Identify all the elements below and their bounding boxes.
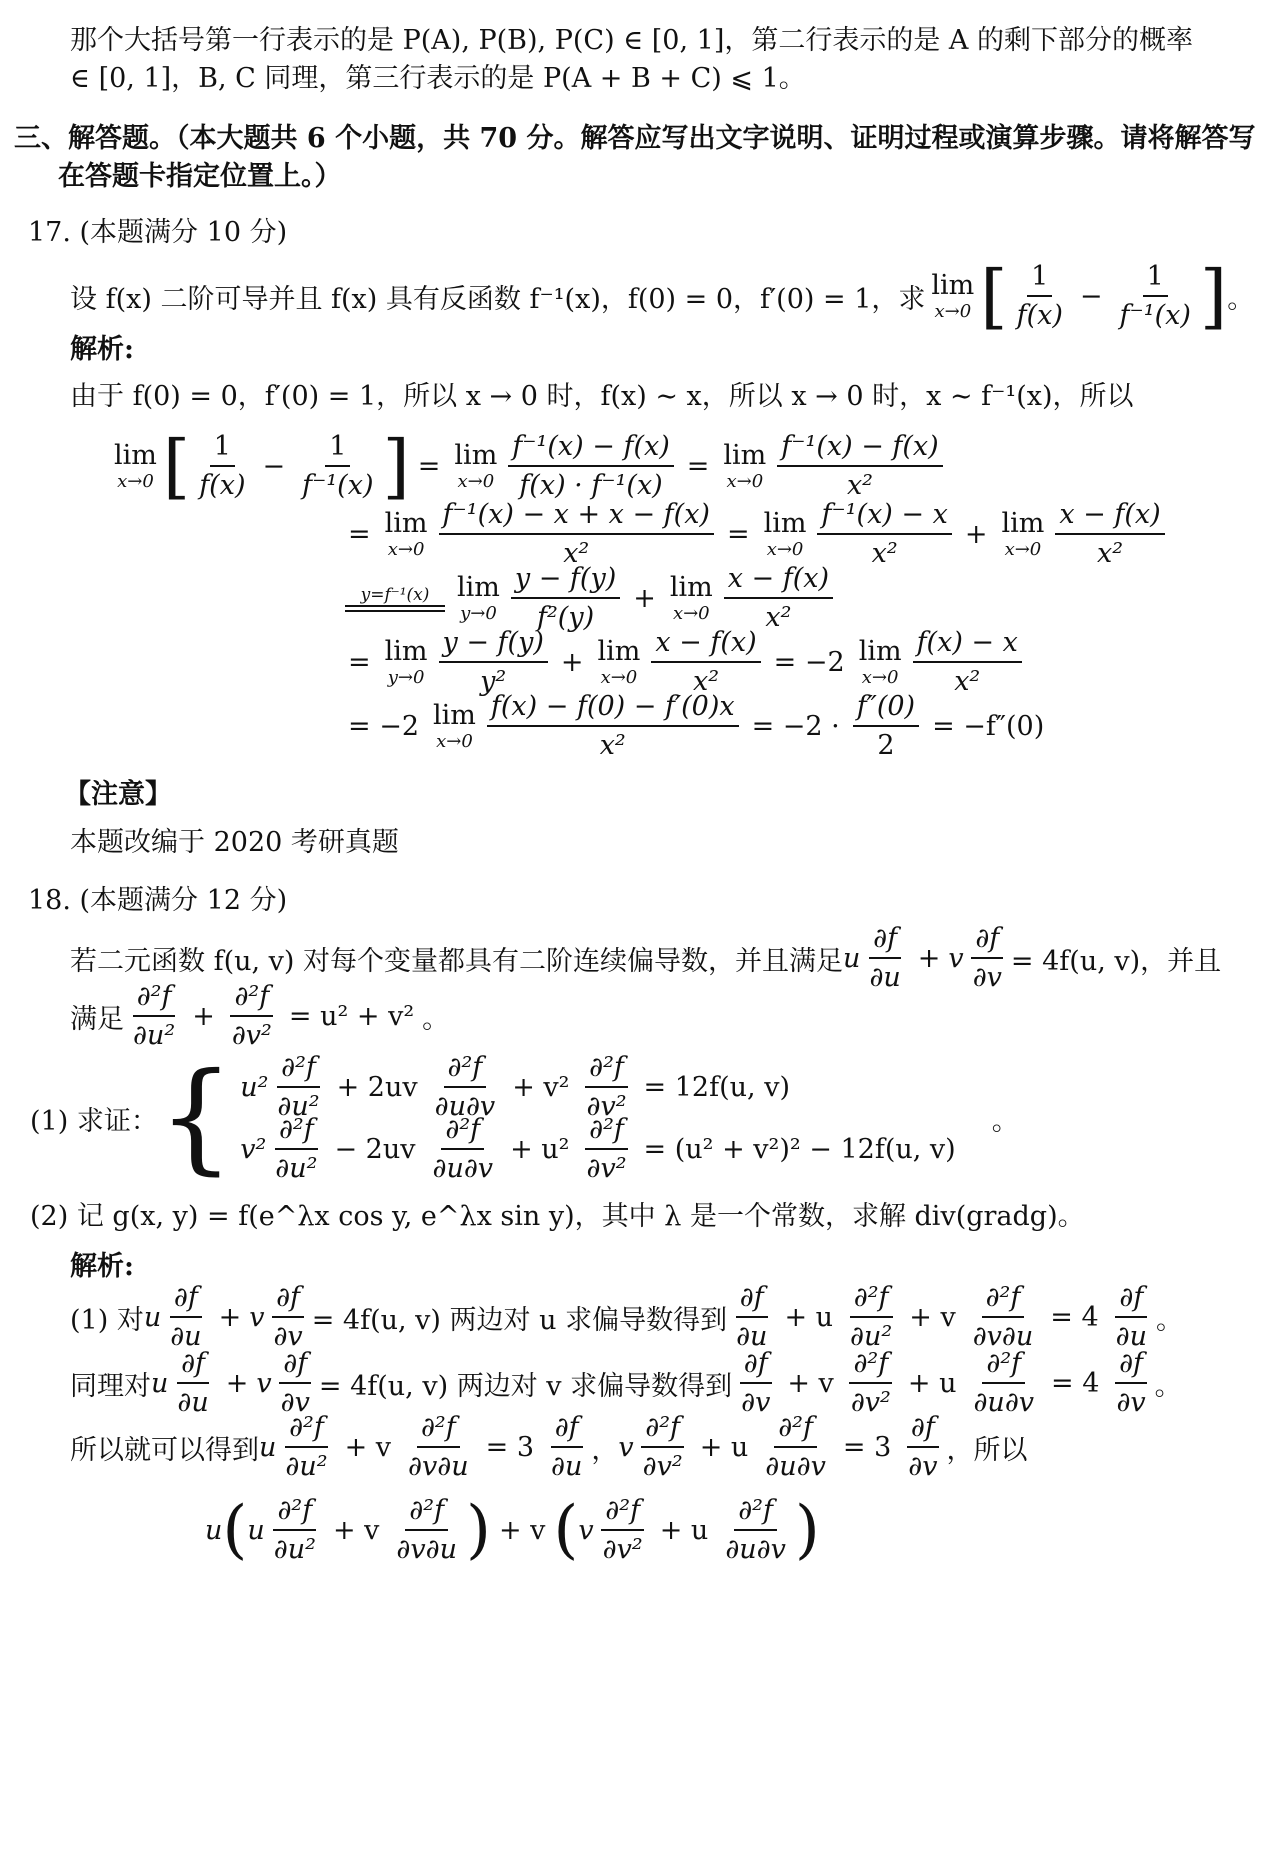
question-17-header: 17. (本题满分 10 分) xyxy=(28,217,288,248)
note-text: 本题改编于 2020 考研真题 xyxy=(70,827,399,858)
question-text: 设 f(x) 二阶可导并且 f(x) 具有反函数 f⁻¹(x)，f(0) = 0，f′(0) = 1，求 xyxy=(70,283,926,315)
text-line: 那个大括号第一行表示的是 P(A), P(B), P(C) ∈ [0, 1]，第二行表示的是 A 的剩下部分的概率 xyxy=(70,25,1194,56)
equation-row: = lim x→0 $\frac{\text{f⁻¹(x) − x + x − f(x)}}{\text{x²}}$ = lim x→0 $\frac{\text{f⁻¹(x) − x}}{\text{x²}}$ + lim x→0 $\frac{x - f(x)}{\text{x²}}$ xyxy=(340,502,1170,566)
equation-row: lim x→0 [ $\frac{1}{f(x)}$ − $\frac{1}{\text{f⁻¹(x)}}$ ] = lim x→0 $\frac{\text{f⁻¹(x) − f(x)}}{\text{f(x) · f⁻¹(x)}}$ = lim x→0 $\frac{\text{f⁻¹(x) − f(x)}}{\text{x²}}$ xyxy=(108,432,948,500)
solution-text: 由于 f(0) = 0，f′(0) = 1，所以 x → 0 时，f(x) ∼ x，所以 x → 0 时，x ∼ f⁻¹(x)，所以 xyxy=(70,381,1134,412)
equation-system: (1) 求证： { u² $\frac{\text{∂²f}}{\text{∂u²}}$ + 2uv $\frac{\text{∂²f}}{\partial u\partial v}$ + v² $\frac{\text{∂²f}}{\text{∂v²}}$ = 12f(u, v) v² $\frac{\text{∂²f}}{\text{∂u²}}$ − 2uv $\frac{\text{∂²f}}{\partial u\partial v}$ + u² $\frac{\text{∂²f}}{\text{∂v²}}$ = (u² + v²)² − 12f(u, v) 。 xyxy=(30,1048,1019,1187)
solution-label: 解析: xyxy=(70,1251,134,1282)
solution-line: 所以就可以得到 u $\frac{\text{∂²f}}{\text{∂u²}}$ + v $\frac{\text{∂²f}}{\partial v\partial u}$ = 3 $\frac{\partial f}{\partial u}$ ， v $\frac{\text{∂²f}}{\text{∂v²}}$ + u $\frac{\text{∂²f}}{\partial u\partial v}$ = 3 $\frac{\partial f}{\partial v}$ ，所以 xyxy=(70,1412,1028,1482)
question-18-text: 满足 $\frac{\text{∂²f}}{\text{∂u²}}$ + $\frac{\text{∂²f}}{\text{∂v²}}$ = u² + v² 。 xyxy=(70,981,450,1051)
solution-line: (1) 对 u $\frac{\partial f}{\partial u}$ + v $\frac{\partial f}{\partial v}$ = 4f(u, v) 两边对 u 求偏导数得到 $\frac{\partial f}{\partial u}$ + u $\frac{\text{∂²f}}{\text{∂u²}}$ + v $\frac{\text{∂²f}}{\partial v\partial u}$ = 4 $\frac{\partial f}{\partial u}$ 。 xyxy=(70,1282,1184,1352)
note-heading: 【注意】 xyxy=(64,779,172,810)
section-heading-cont: 在答题卡指定位置上。） xyxy=(58,161,342,192)
question-18-header: 18. (本题满分 12 分) xyxy=(28,885,288,916)
limit: lim x→0 xyxy=(931,270,975,322)
question-18-text: 若二元函数 f(u, v) 对每个变量都具有二阶连续偏导数，并且满足 u $\frac{\partial f}{\partial u}$ + v $\frac{\partial f}{\partial v}$ = 4f(u, v)，并且 xyxy=(70,923,1222,993)
question-17-text: 设 f(x) 二阶可导并且 f(x) 具有反函数 f⁻¹(x)，f(0) = 0，f′(0) = 1，求 lim x→0 [ $\frac{1}{f(x)}$ − $\frac{1}{\text{f⁻¹(x)}}$ ] 。 xyxy=(70,255,1255,337)
fraction: $\frac{1}{\text{f⁻¹(x)}}$ xyxy=(1119,261,1191,331)
equation-row: = lim y→0 $\frac{y - f(y)}{\text{y²}}$ + lim x→0 $\frac{x - f(x)}{\text{x²}}$ = −2 lim x→0 $\frac{f(x) - x}{\text{x²}}$ xyxy=(340,630,1027,694)
substitution-marker: y=f⁻¹(x) xyxy=(345,585,445,612)
solution-line: 同理对 u $\frac{\partial f}{\partial u}$ + v $\frac{\partial f}{\partial v}$ = 4f(u, v) 两边对 v 求偏导数得到 $\frac{\partial f}{\partial v}$ + v $\frac{\text{∂²f}}{\text{∂v²}}$ + u $\frac{\text{∂²f}}{\partial u\partial v}$ = 4 $\frac{\partial f}{\partial v}$ 。 xyxy=(70,1348,1182,1418)
question-18-part2: (2) 记 g(x, y) = f(e^λx cos y, e^λx sin y)，其中 λ 是一个常数，求解 div(gradg)。 xyxy=(30,1201,1085,1232)
text-line: ∈ [0, 1]，B, C 同理，第三行表示的是 P(A + B + C) ⩽ 1。 xyxy=(70,63,806,94)
equation-row: = −2 lim x→0 $\frac{f(x) - f(0) - f'(0)x}{\text{x²}}$ = −2 · $\frac{f''(0)}{2}$ = −f″(0) xyxy=(348,691,1045,761)
equation-row: y=f⁻¹(x) lim y→0 $\frac{y - f(y)}{\text{f²(y)}}$ + lim x→0 $\frac{x - f(x)}{\text{x²}}$ xyxy=(345,566,838,630)
fraction: $\frac{1}{f(x)}$ xyxy=(1016,261,1063,331)
section-heading: 三、解答题。（本大题共 6 个小题，共 70 分。解答应写出文字说明、证明过程或演算步骤。请将解答写 xyxy=(14,123,1256,154)
solution-label: 解析: xyxy=(70,334,134,365)
equation-row: u ( u $\frac{\text{∂²f}}{\text{∂u²}}$ + v $\frac{\text{∂²f}}{\partial v\partial u}$ ) + v ( v $\frac{\text{∂²f}}{\text{∂v²}}$ + u $\frac{\text{∂²f}}{\partial u\partial v}$ ) xyxy=(205,1493,820,1567)
